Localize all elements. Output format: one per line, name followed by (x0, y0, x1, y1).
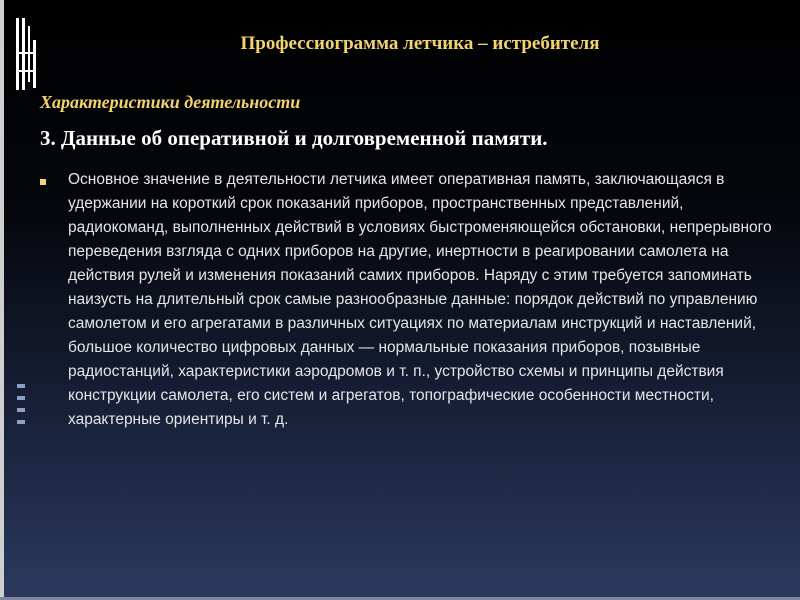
section-heading: 3. Данные об оперативной и долговременной памяти. (40, 126, 548, 150)
slide-subtitle: Характеристики деятельности (40, 92, 301, 112)
slide-left-edge (0, 0, 4, 600)
bullet-square-icon (40, 179, 46, 185)
bullet-text: Основное значение в деятельности летчика имеет оперативная память, заключающаяся в удержании на короткий срок показаний приборов, пространственных представлений, радиокоманд, выполненных действий в условиях быстроменяющейся обстановки, непрерывного переведения взгляда с одних приборов на другие, инертности в реагировании самолета на действия рулей и изменения показаний самих приборов. Наряду с этим требуется запоминать наизусть на длительный срок самые разнообразные данные: порядок действий по управлению самолетом и его агрегатами в различных ситуациях по материалам инструкций и наставлений, большое количество цифровых данных — нормальные показания приборов, позывные радиостанций, характеристики аэродромов и т. п., устройство схемы и принципы действия конструкции самолета, его систем и агрегатов, топографические особенности местности, характерные ориентиры и т. д. (68, 171, 772, 428)
slide-decoration-bars (16, 18, 36, 90)
slide-side-marks (17, 384, 27, 424)
slide-title: Профессиограмма летчика – истребителя (240, 33, 600, 54)
bullet-item (40, 168, 800, 432)
